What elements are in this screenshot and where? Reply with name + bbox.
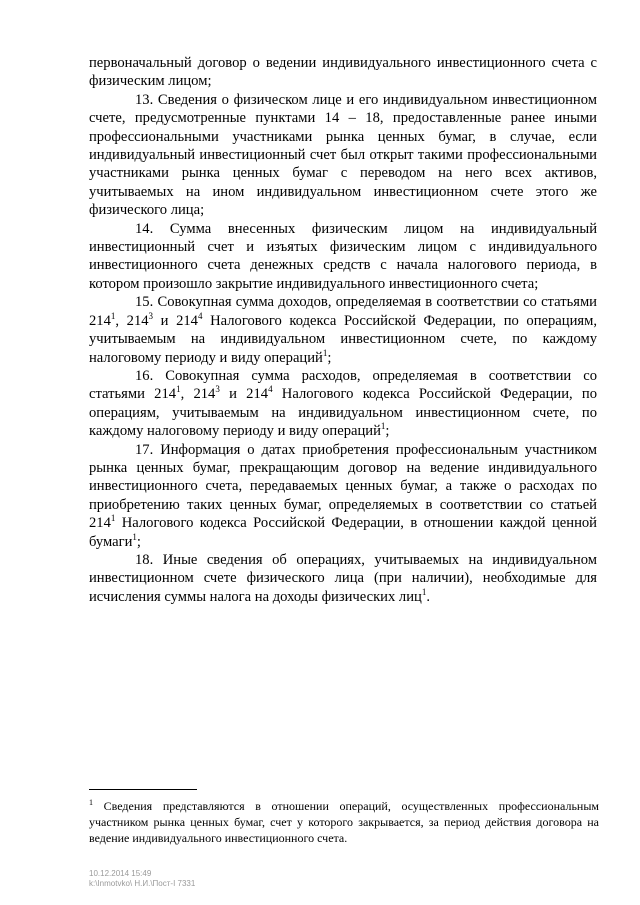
item-17-text: ;	[136, 533, 141, 550]
footnote-mark: 1	[89, 798, 93, 807]
item-17	[89, 441, 597, 551]
document-body	[89, 54, 597, 606]
item-16-text: , 214	[180, 386, 216, 403]
footnote-text: Сведения представляются в отношении операций, осуществленных профессиональным участником рынка ценных бумаг, счет у которого закрывается, за период действия договора на ведение индивидуального инвестиционного счета.	[89, 799, 599, 845]
item-17-text: 17. Информация о датах приобретения профессиональным участником рынка ценных бумаг, прекращающим договор на ведение индивидуального инвестиционного счета, передаваемых ценных бумаг, а также о расходах по приобретению таких ценных бумаг, определяемых в соответствии со статьей 214	[89, 441, 597, 532]
item-18-text: 18. Иные сведения об операциях, учитываемых на индивидуальном инвестиционном счете физического лица (при наличии), необходимые для исчисления суммы налога на доходы физических лиц	[89, 551, 597, 605]
item-16-sup: 3	[215, 384, 220, 395]
item-15-sup: 3	[148, 310, 154, 321]
item-16-text: 16. Совокупная сумма расходов, определяемая в соответствии со статьями 214	[89, 367, 597, 403]
continuation-paragraph: первоначальный договор о ведении индивидуального инвестиционного счета с физическим лицом;	[89, 55, 597, 90]
item-15-footnote-ref: 1	[322, 347, 328, 358]
item-16-text: и 214	[219, 386, 269, 403]
file-stamp-date: 10.12.2014 15:49	[89, 869, 152, 878]
item-17-footnote-ref: 1	[132, 531, 137, 542]
item-17-sup: 1	[110, 513, 116, 524]
item-14: 14. Сумма внесенных физическим лицом на индивидуальный инвестиционный счет и изъятых физическим лицом с индивидуального инвестиционного счета денежных средств с начала налогового периода, в котором произошло закрытие индивидуального инвестиционного счета;	[89, 220, 597, 292]
item-16-footnote-ref: 1	[380, 421, 386, 432]
item-18-text: .	[426, 588, 430, 605]
item-15-sup: 4	[197, 310, 203, 321]
item-17-text: Налогового кодекса Российской Федерации, в отношении каждой ценной бумаги	[89, 515, 597, 550]
item-15-sup: 1	[110, 310, 116, 321]
item-15-text: и 214	[153, 312, 198, 329]
item-15-text: 15. Совокупная сумма доходов, определяемая в соответствии со статьями 214	[89, 294, 597, 329]
item-16	[89, 367, 597, 441]
item-18	[89, 551, 597, 606]
item-16-sup: 1	[176, 384, 181, 395]
item-13: 13. Сведения о физическом лице и его индивидуальном инвестиционном счете, предусмотренные пунктами 14 – 18, предоставленные ранее иными профессиональными участниками рынка ценных бумаг, в случае, если индивидуальный инвестиционный счет был открыт такими профессиональными участниками рынка ценных бумаг с переводом на него всех активов, учитываемых на ином индивидуальном инвестиционном счете этого же физического лица;	[89, 91, 597, 219]
item-16-text: ;	[385, 423, 390, 440]
item-16-text: Налогового кодекса Российской Федерации, по операциям, учитываемым на индивидуальном инвестиционном счете, по каждому налоговому периоду и виду операций	[89, 386, 598, 440]
footnote	[89, 798, 599, 846]
item-15-text: , 214	[115, 312, 149, 329]
item-15	[89, 293, 597, 367]
footnote-divider	[89, 789, 197, 790]
file-stamp-path: k:\Inmotvko\ Н.И.\Пост-І 7331	[89, 879, 196, 888]
item-15-text: Налогового кодекса Российской Федерации, по операциям, учитываемым на индивидуальном инвестиционном счете, по каждому налоговому периоду и виду операций	[89, 312, 597, 366]
item-18-footnote-ref: 1	[421, 586, 427, 597]
item-16-sup: 4	[268, 384, 273, 395]
file-stamp	[89, 869, 389, 889]
item-15-text: ;	[327, 349, 332, 366]
